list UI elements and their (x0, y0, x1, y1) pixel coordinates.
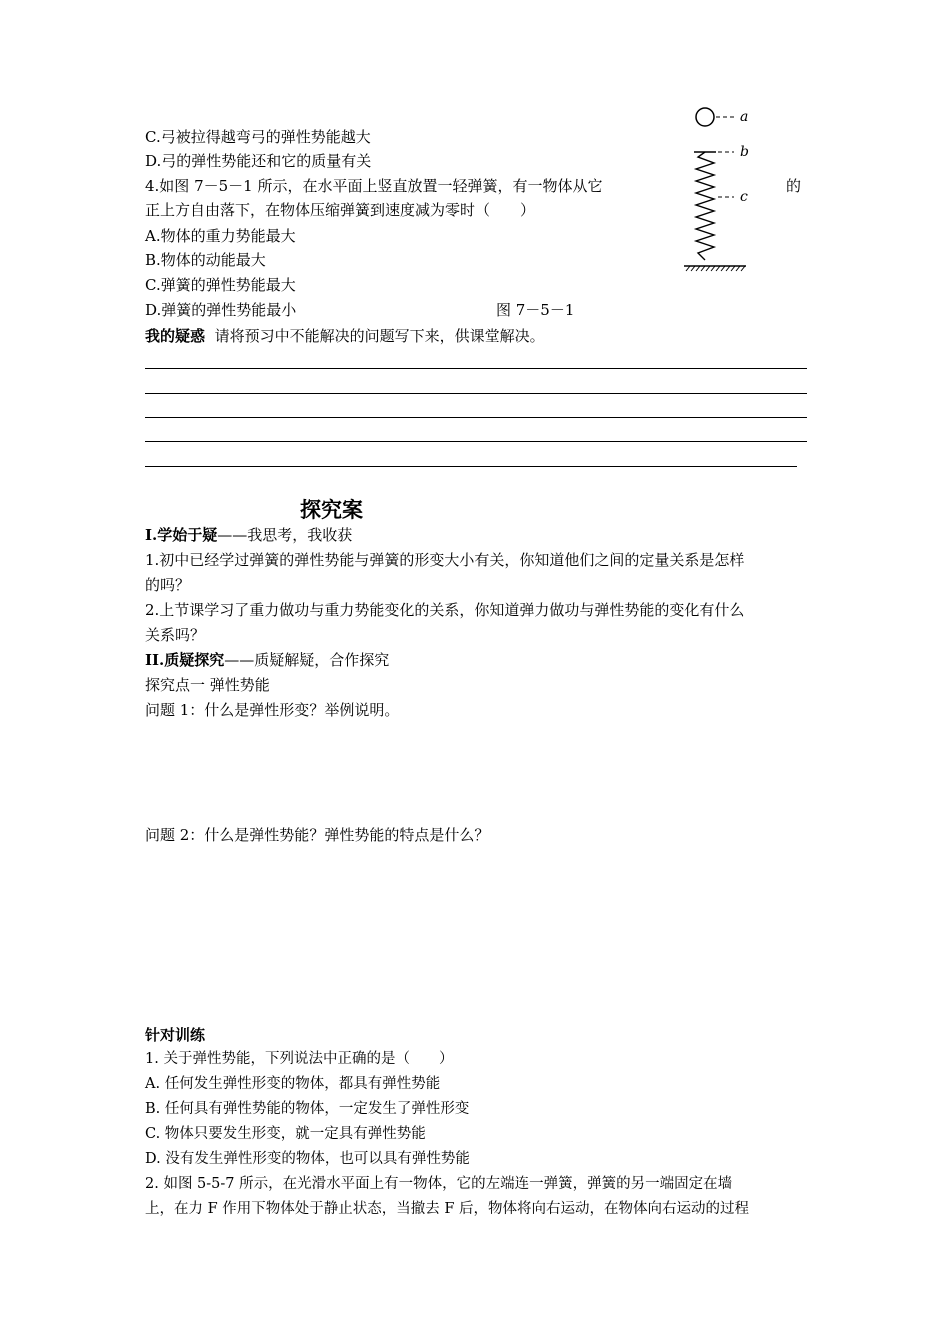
label-a: a (740, 109, 749, 125)
answer-line-5[interactable] (145, 466, 797, 467)
question-4-option-c: C.弹簧的弹性势能最大 (145, 276, 296, 294)
section-1-subtitle: ——我思考，我收获 (217, 526, 353, 544)
explore-question-2-line-1: 2.上节课学习了重力做功与重力势能变化的关系，你知道弹力做功与弹性势能的变化有什么 (145, 601, 745, 619)
spring-figure (680, 100, 790, 275)
training-question-1-option-c: C. 物体只要发生形变，就一定具有弹性势能 (145, 1126, 426, 1142)
answer-line-2[interactable] (145, 393, 807, 394)
section-1-heading (145, 525, 352, 545)
doubt-text: 请将预习中不能解决的问题写下来，供课堂解决。 (214, 327, 545, 345)
answer-line-3[interactable] (145, 417, 807, 418)
training-question-1: 1. 关于弹性势能，下列说法中正确的是（ ） (145, 1051, 454, 1067)
section-1-label: I.学始于疑 (145, 526, 218, 544)
training-question-1-option-a: A. 任何发生弹性形变的物体，都具有弹性势能 (145, 1076, 441, 1092)
spring-coil (696, 152, 714, 260)
question-4-line-1-end: 的 (786, 177, 802, 195)
section-2-subtitle: ——质疑解疑，合作探究 (224, 651, 390, 669)
question-4-line-1: 4.如图 7－5－1 所示，在水平面上竖直放置一轻弹簧，有一物体从它 (145, 177, 603, 195)
training-question-2-line-2: 上，在力 F 作用下物体处于静止状态，当撤去 F 后，物体将向右运动，在物体向右运动的过程 (145, 1201, 750, 1217)
question-4-option-a: A.物体的重力势能最大 (145, 227, 296, 245)
training-heading: 针对训练 (145, 1026, 206, 1044)
explore-question-1-line-2: 的吗？ (145, 576, 191, 594)
label-b: b (740, 144, 749, 160)
option-d: D.弓的弹性势能还和它的质量有关 (145, 152, 372, 170)
question-4-option-d: D.弹簧的弹性势能最小 (145, 301, 297, 319)
answer-line-4[interactable] (145, 441, 807, 442)
problem-2: 问题 2：什么是弹性势能？弹性势能的特点是什么？ (145, 826, 490, 844)
explore-question-1-line-1: 1.初中已经学过弹簧的弹性势能与弹簧的形变大小有关，你知道他们之间的定量关系是怎样 (145, 551, 745, 569)
falling-ball (696, 108, 714, 126)
section-2-label: II.质疑探究 (145, 651, 225, 669)
option-c: C.弓被拉得越弯弓的弹性势能越大 (145, 128, 371, 146)
exploration-point-1: 探究点一 弹性势能 (145, 676, 270, 694)
problem-1: 问题 1：什么是弹性形变？举例说明。 (145, 701, 400, 719)
training-question-2-line-1: 2. 如图 5-5-7 所示，在光滑水平面上有一物体，它的左端连一弹簧，弹簧的另一端固定在墙 (145, 1176, 733, 1192)
section-title: 探究案 (300, 497, 363, 522)
question-4-option-b: B.物体的动能最大 (145, 251, 266, 269)
doubt-label: 我的疑惑 (145, 327, 206, 345)
label-c: c (740, 189, 748, 205)
doubt-prompt (145, 326, 545, 346)
training-question-1-option-d: D. 没有发生弹性形变的物体，也可以具有弹性势能 (145, 1151, 470, 1167)
training-question-1-option-b: B. 任何具有弹性势能的物体，一定发生了弹性形变 (145, 1101, 470, 1117)
question-4-line-2: 正上方自由落下，在物体压缩弹簧到速度减为零时（ ） (145, 201, 536, 219)
section-2-heading (145, 650, 389, 670)
explore-question-2-line-2: 关系吗？ (145, 626, 206, 644)
figure-caption: 图 7－5－1 (496, 301, 575, 319)
answer-line-1[interactable] (145, 368, 807, 369)
